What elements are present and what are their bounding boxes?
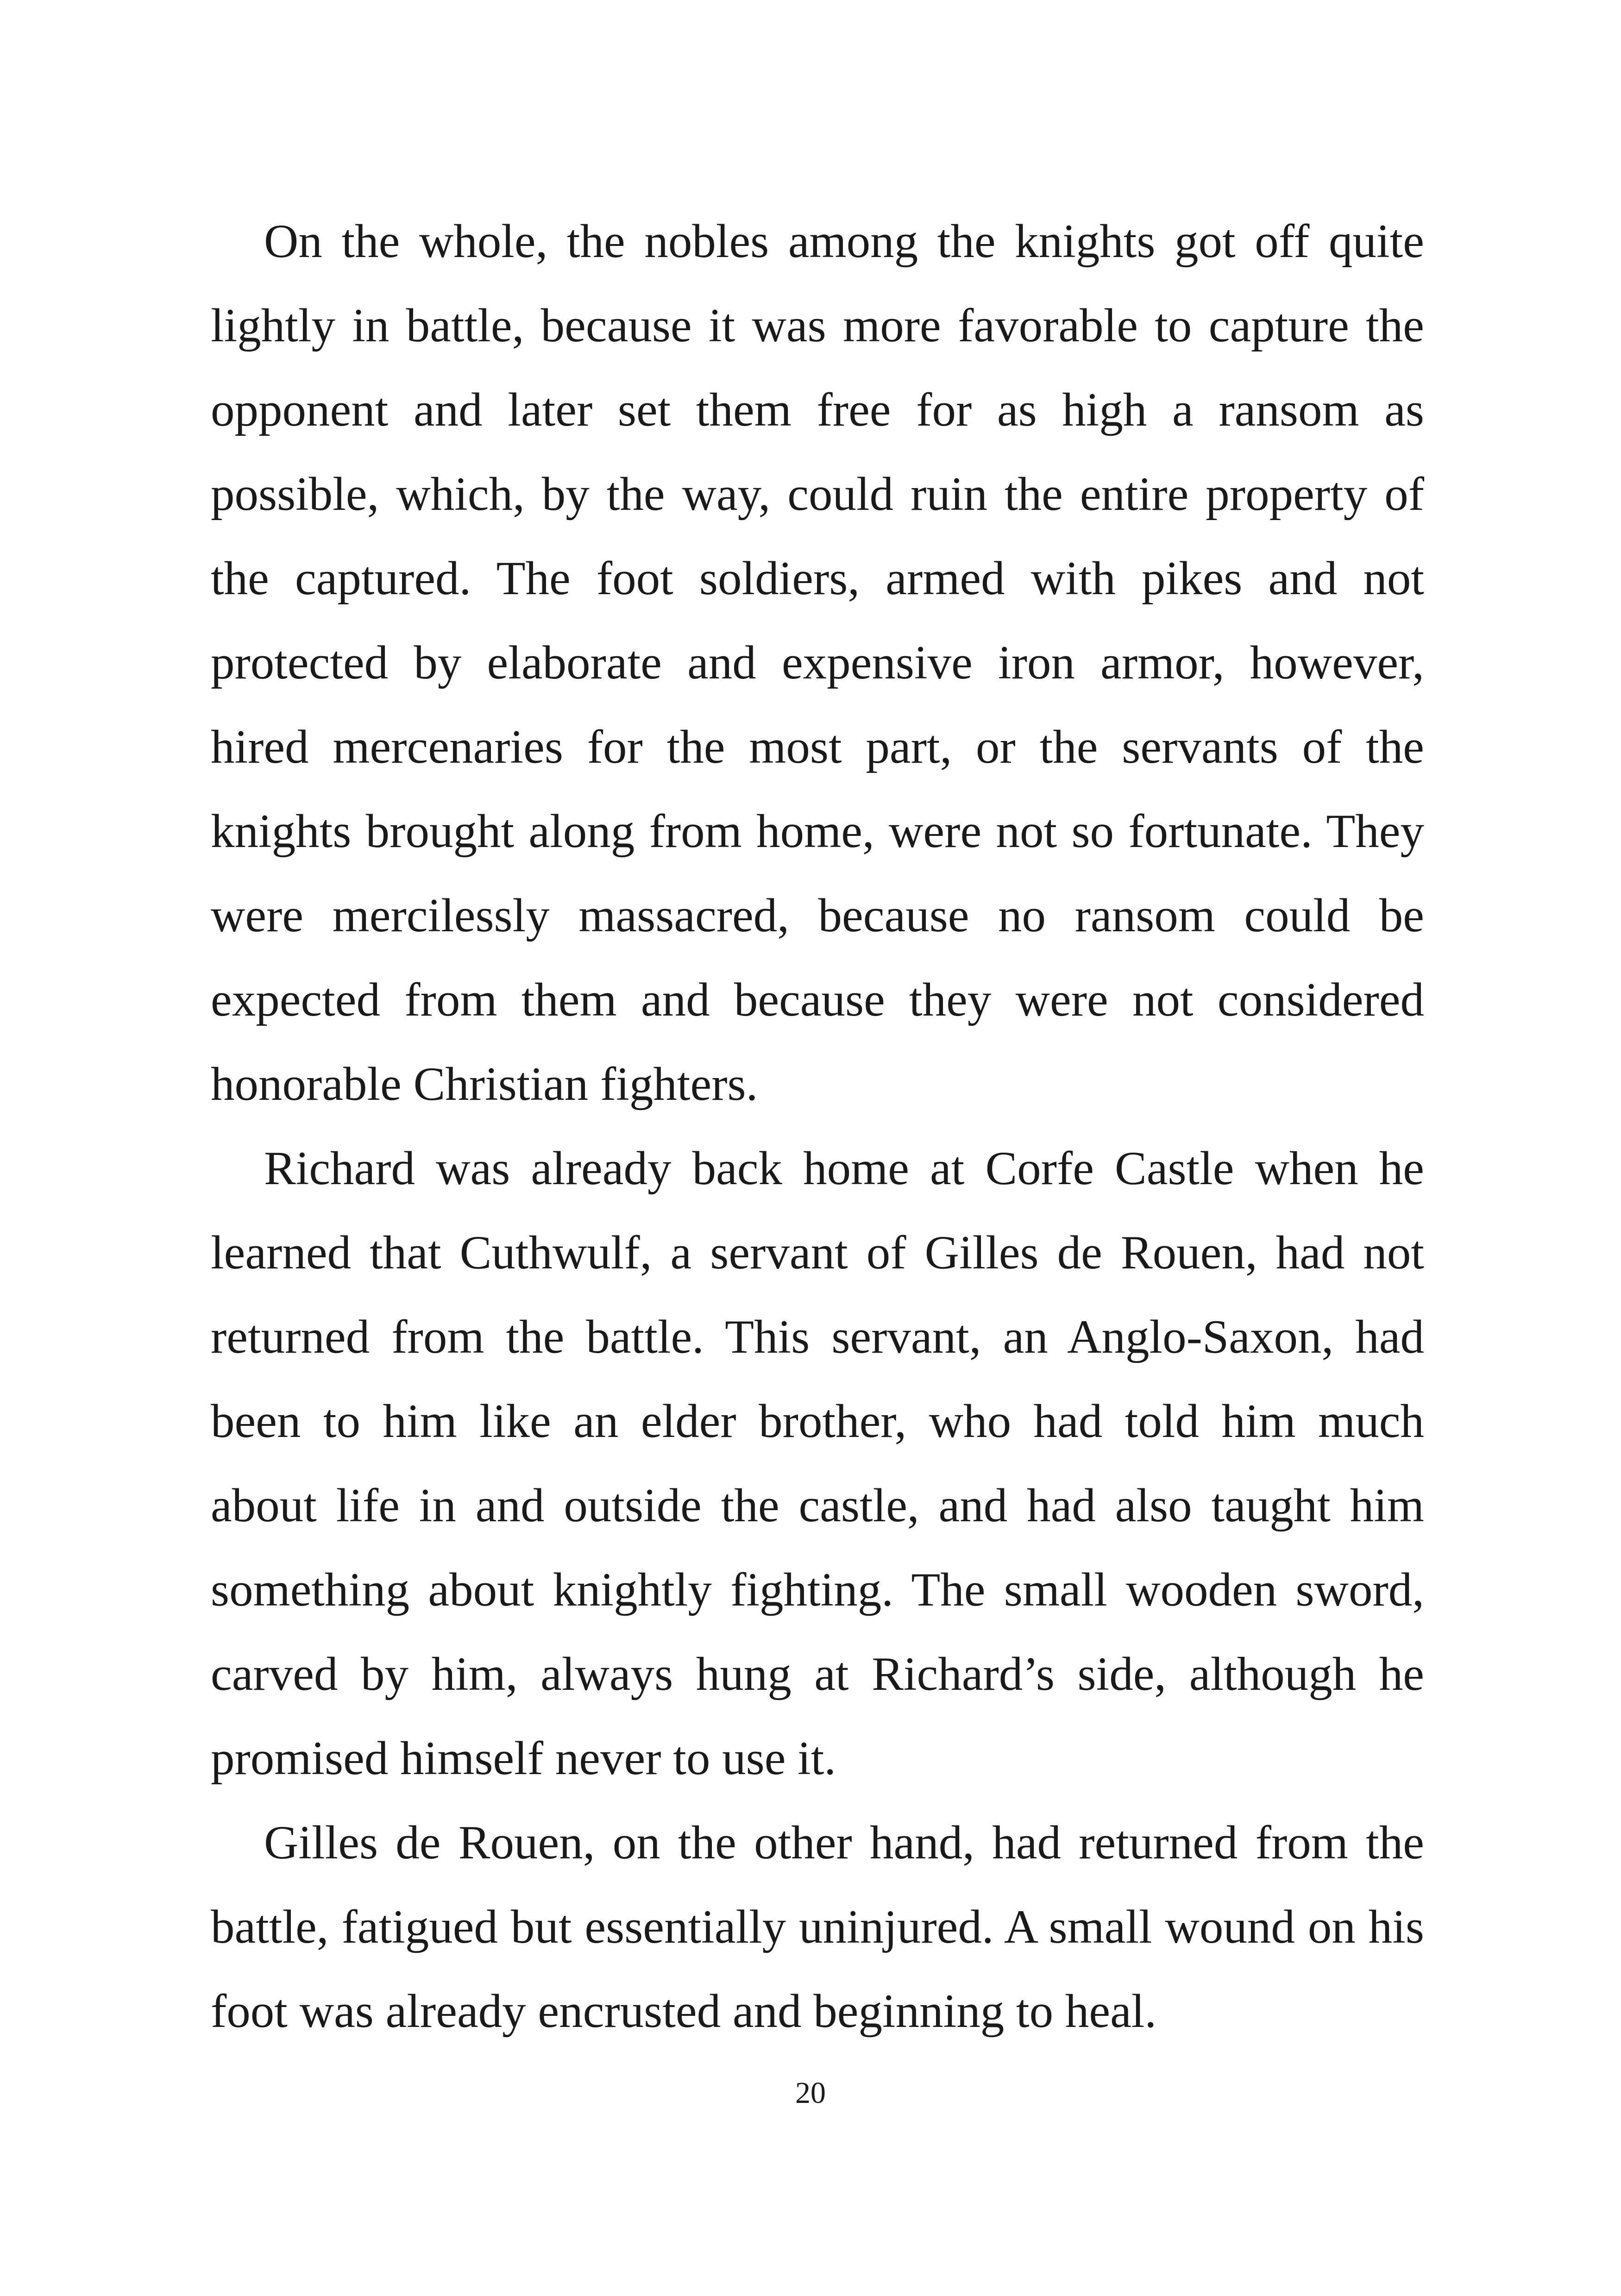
page-number: 20 [795,2076,826,2110]
paragraph-2: Richard was already back home at Corfe Castle when he learned that Cuthwulf, a servant of Gilles de Rouen, had not returned from the battle. This servant, an Anglo-Saxon, had been to him like an elder brother, who had told him much about life in and outside the castle, and had also taught him something about knightly fighting. The small wooden sword, carved by him, always hung at Richard’s side, although he promised himself never to use it. [211,1142,1424,1785]
paragraph-1: On the whole, the nobles among the knights got off quite lightly in battle, because it was more favorable to capture the opponent and later set them free for as high a ransom as possible, which, by the way, could ruin the entire property of the captured. The foot soldiers, armed with pikes and not protected by elaborate and expensive iron armor, however, hired mercenaries for the most part, or the servants of the knights brought along from home, were not so fortunate. They were mercilessly massacred, because no ransom could be expected from them and because they were not considered honorable Christian fighters. [211,215,1424,1110]
body-text [211,199,1424,2053]
paragraph-3: Gilles de Rouen, on the other hand, had returned from the battle, fatigued but essentially uninjured. A small wound on his foot was already encrusted and beginning to heal. [211,1816,1424,2038]
